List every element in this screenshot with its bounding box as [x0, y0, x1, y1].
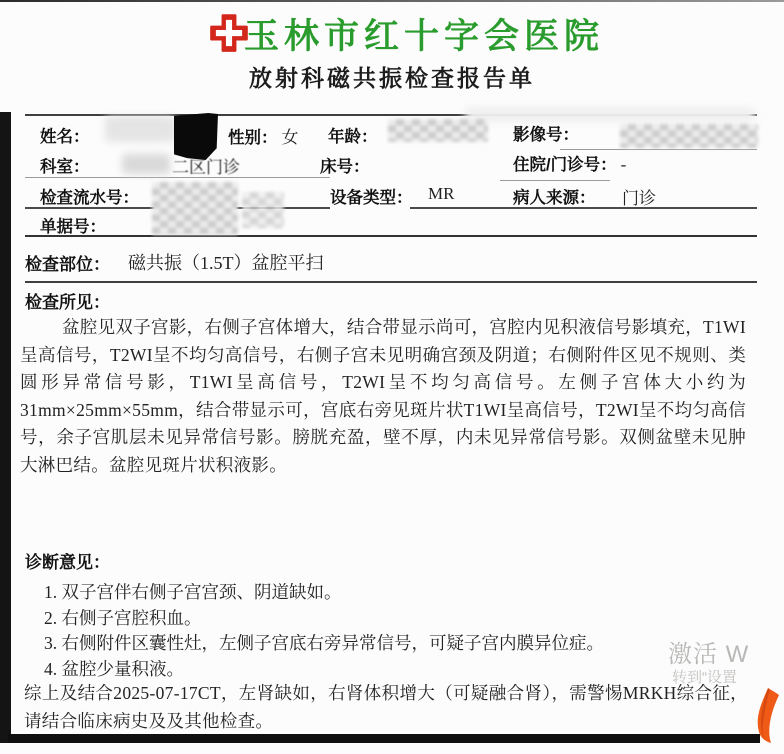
diagnosis-item: 2. 右侧子宫腔积血。	[44, 607, 202, 628]
visit-no-label: 住院/门诊号：	[513, 156, 617, 174]
goto-settings-watermark: 转到“设置	[672, 669, 737, 686]
hospital-name: 玉林市红十字会医院	[244, 17, 605, 56]
photo-left-edge	[0, 112, 11, 743]
table-bottom-line	[25, 235, 757, 237]
exam-serial-label: 检查流水号：	[40, 189, 139, 207]
row1-underline	[560, 149, 757, 150]
image-no-label: 影像号：	[513, 126, 579, 144]
photo-bottom-edge	[8, 734, 760, 743]
orange-ribbon-icon	[748, 686, 784, 749]
exam-site-label: 检查部位：	[25, 255, 110, 274]
patient-source-value: 门诊	[622, 189, 656, 208]
serial-redaction-mosaic-2	[242, 192, 284, 228]
site-underline	[25, 281, 757, 283]
image-no-redaction-mosaic	[620, 124, 758, 148]
patient-source-label: 病人来源：	[513, 189, 596, 207]
visit-no-field	[513, 151, 626, 175]
dept-redaction-smear	[122, 154, 170, 174]
report-title: 放射科磁共振检查报告单	[249, 66, 535, 91]
age-label: 年龄：	[328, 128, 378, 146]
gender-value: 女	[281, 128, 299, 147]
diagnosis-list	[44, 580, 604, 682]
redaction-smear	[465, 107, 755, 122]
diagnosis-item: 4. 盆腔少量积液。	[44, 658, 184, 679]
gender-label: 性别：	[228, 129, 278, 147]
name-label: 姓名：	[40, 128, 90, 146]
photo-top-edge	[0, 0, 784, 2]
exam-site-value: 磁共振（1.5T）盆腔平扫	[128, 253, 324, 273]
bed-label: 床号：	[320, 158, 370, 176]
dept-value: 二区门诊	[172, 158, 240, 177]
device-type-value: MR	[428, 184, 455, 203]
device-type-label: 设备类型：	[330, 189, 413, 207]
gender-field	[228, 123, 299, 148]
visit-no-value: -	[620, 155, 627, 174]
age-redaction-mosaic	[388, 119, 488, 142]
activate-windows-watermark: 激活 W	[668, 641, 750, 668]
diagnosis-item: 3. 右侧附件区囊性灶，左侧子宫底右旁异常信号，可疑子宫内膜异位症。	[44, 633, 604, 653]
dept-label: 科室：	[40, 158, 90, 176]
row2-underline-right	[500, 180, 610, 181]
findings-text: 盆腔见双子宫影，右侧子宫体增大，结合带显示尚可，宫腔内见积液信号影填充，T1WI呈高信号，T2WI呈不均匀高信号，右侧子宫未见明确宫颈及阴道；右侧附件区见不规则、类圆形异常信号影，T1WI呈高信号，T2WI呈不均匀高信号。左侧子宫体大小约为31mm×25mm×55mm，结合带显示可，宫底右旁见斑片状T1WI呈高信号，T2WI呈不均匀高信号，余子宫肌层未见异常信号影。膀胱充盈，壁不厚，内未见异常信号影。双侧盆壁未见肿大淋巴结。盆腔见斑片状积液影。	[20, 317, 746, 475]
receipt-no-label: 单据号：	[40, 218, 106, 236]
name-redaction-smear	[105, 116, 175, 142]
findings-label: 检查所见：	[25, 293, 110, 312]
serial-redaction-mosaic	[152, 182, 238, 235]
diagnosis-item: 1. 双子宫伴右侧子宫宫颈、阴道缺如。	[44, 582, 342, 602]
diagnosis-label: 诊断意见：	[25, 553, 110, 572]
diagnosis-summary: 综上及结合2025-07-17CT，左肾缺如，右肾体积增大（可疑融合肾），需警惕MRKH综合征，请结合临床病史及及其他检查。	[24, 683, 748, 731]
